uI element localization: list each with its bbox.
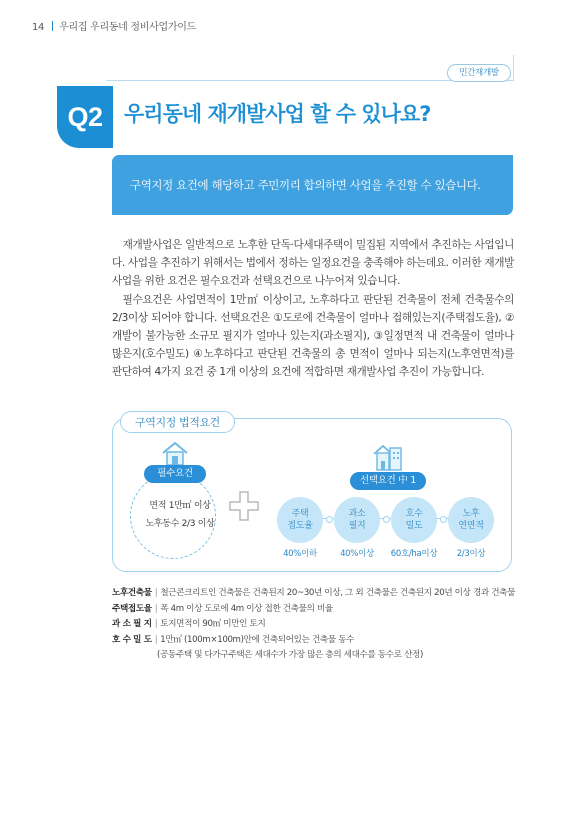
optional-item-line2: 연면적 <box>458 521 484 531</box>
optional-item-old-floor-area <box>448 497 494 543</box>
required-label: 필수요건 <box>144 465 206 483</box>
optional-item-house-density <box>391 497 437 543</box>
page-header <box>32 18 196 33</box>
note-row <box>112 633 522 649</box>
question-badge: Q2 <box>57 86 113 148</box>
note-sub: (공동주택 및 다가구주택은 세대수가 가장 많은 층의 세대수를 동수로 산정) <box>157 650 423 661</box>
optional-item-line1: 주택 <box>291 509 309 519</box>
note-term: 주택접도율 <box>112 603 152 614</box>
optional-item-line1: 호수 <box>405 509 423 519</box>
optional-item-line2: 밀도 <box>405 521 423 531</box>
note-separator: | <box>154 603 158 614</box>
plus-icon <box>228 490 260 522</box>
optional-item-line2: 접도율 <box>287 521 313 531</box>
optional-item-housing-road <box>277 497 323 543</box>
definition-notes <box>112 586 522 664</box>
optional-item-small-lots <box>334 497 380 543</box>
note-row <box>112 602 522 618</box>
answer-text: 구역지정 요건에 해당하고 주민끼리 합의하면 사업을 추진할 수 있습니다. <box>130 178 481 192</box>
optional-item-value: 40%이상 <box>340 549 374 559</box>
body-text <box>112 236 514 382</box>
category-tag: 민간재개발 <box>447 64 511 82</box>
title-rule-vertical <box>513 55 514 81</box>
note-separator: | <box>154 588 158 598</box>
note-row <box>112 617 522 633</box>
note-term: 호 수 밀 도 <box>112 634 152 645</box>
note-desc: 토지면적이 90㎡ 미만인 토지 <box>160 619 266 630</box>
diagram-title: 구역지정 법적요건 <box>120 411 235 433</box>
optional-item-value: 60호/ha이상 <box>390 549 438 559</box>
connector-dot <box>440 516 447 523</box>
optional-item-value: 2/3이상 <box>456 549 486 559</box>
optional-item-value: 40%이하 <box>283 549 317 559</box>
required-item: 노후동수 2/3 이상 <box>145 519 215 529</box>
note-desc: 철근콘크리트인 건축물은 건축된지 20~30년 이상, 그 외 건축물은 건축된지 20년 이상 경과 건축물 <box>160 588 516 598</box>
note-term: 과 소 필 지 <box>112 619 152 630</box>
note-separator: | <box>154 619 158 630</box>
note-row <box>112 586 522 602</box>
buildings-icon <box>372 442 404 476</box>
book-title: 우리집 우리동네 정비사업가이드 <box>59 22 196 33</box>
optional-item-line1: 과소 <box>348 509 366 519</box>
optional-item-line1: 노후 <box>462 509 480 519</box>
connector-dot <box>383 516 390 523</box>
answer-box <box>112 155 513 215</box>
body-paragraph: 재개발사업은 일반적으로 노후한 단독·다세대주택이 밀집된 지역에서 추진하는 사업입니다. 사업을 추진하기 위해서는 법에서 정하는 일정요건을 충족해야 하는데요. 이러한 재개발사업을 위한 요건은 필수요건과 선택요건으로 나누어져 있습니다. <box>112 239 514 288</box>
question-title: 우리동네 재개발사업 할 수 있나요? <box>124 102 431 126</box>
body-paragraph: 필수요건은 사업면적이 1만㎡ 이상이고, 노후하다고 판단된 건축물이 전체 건축물수의 2/3이상 되어야 합니다. 선택요건은 ①도로에 건축물이 얼마나 접해있는지(주택접도율), ②개발이 불가능한 소규모 필지가 얼마나 있는지(과소필지), ③일정면적 내 건축물이 얼마나 많은지(호수밀도) ④노후하다고 판단된 건축물의 총 면적이 얼마나 되는지(노후연면적)를 판단하여 4가지 요건 중 1개 이상의 요건에 적합하면 재개발사업 추진이 가능합니다. <box>112 293 514 379</box>
note-desc: 폭 4m 이상 도로에 4m 이상 접한 건축물의 비율 <box>160 603 333 614</box>
connector-dot <box>326 516 333 523</box>
note-desc: 1만㎡ (100m×100m)안에 건축되어있는 건축물 동수 <box>160 634 355 645</box>
page-number: 14 <box>32 22 45 33</box>
required-item: 면적 1만㎡ 이상 <box>149 501 211 511</box>
note-separator: | <box>154 634 158 645</box>
note-term: 노후건축물 <box>112 588 152 598</box>
optional-label: 선택요건 中 1 <box>350 472 426 490</box>
header-divider <box>52 21 53 31</box>
optional-item-line2: 필지 <box>348 521 366 531</box>
